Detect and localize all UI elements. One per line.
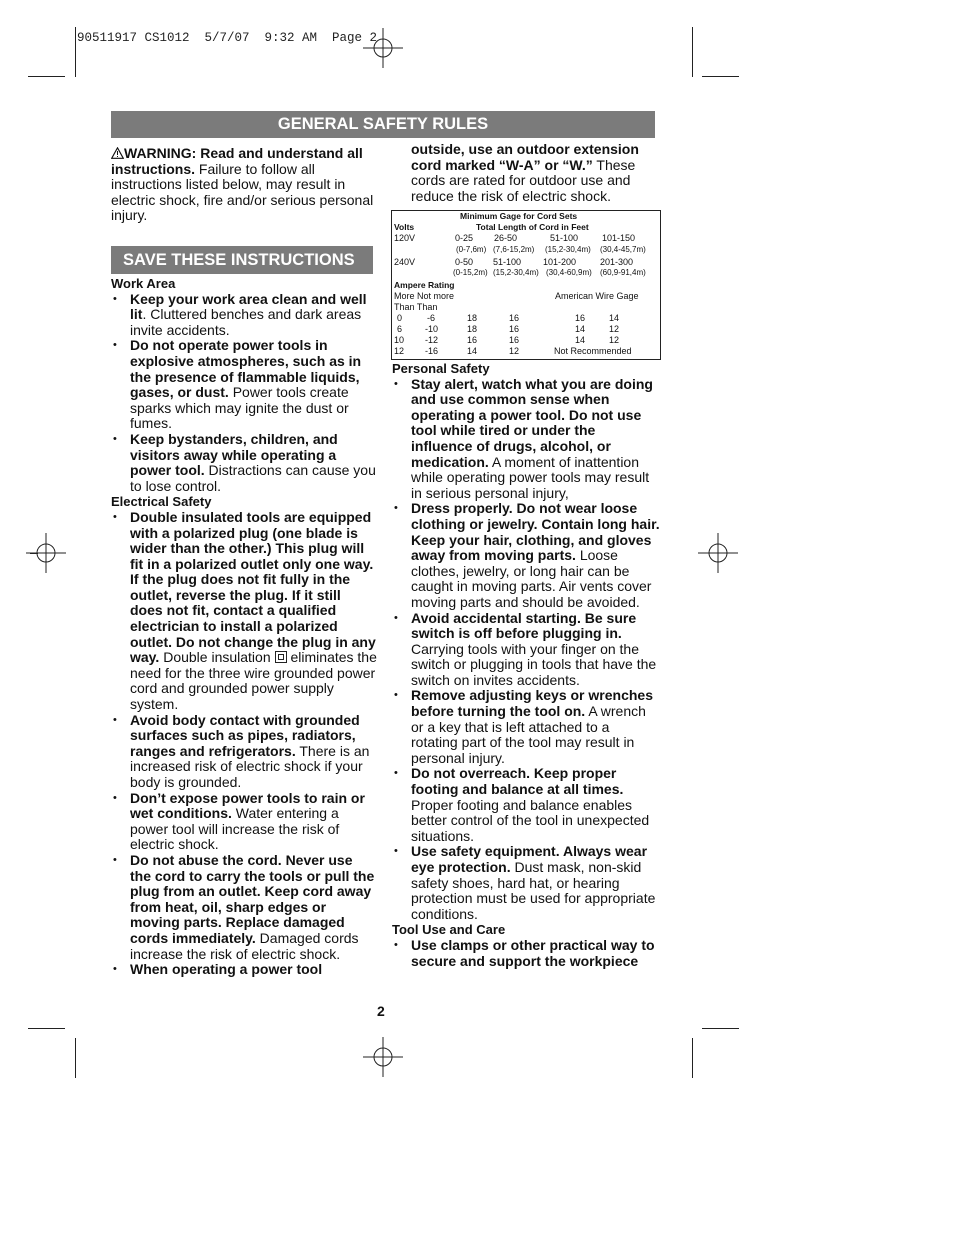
warning-bold: WARNING: Read and understand all instructions. bbox=[111, 145, 363, 177]
item-bold: Double insulated tools are equipped with a polarized plug (one blade is wider than the other.) This plug will fit in a polarized outlet only one way. If the plug does not fit fully in the outlet, reverse the plug. If it still does not fit, contact a qualified electrician to install a polarized outlet. Do not change the plug in any way. bbox=[130, 508, 376, 666]
item-text: Proper footing and balance enables better control of the tool in unexpected situations. bbox=[411, 796, 650, 844]
page-number: 2 bbox=[377, 1003, 385, 1019]
list-item bbox=[111, 510, 377, 713]
warning-triangle-icon bbox=[111, 147, 124, 159]
left-column-body bbox=[111, 276, 377, 978]
item-bold: Do not operate power tools in explosive atmospheres, such as in the presence of flammable liquids, gases, or dust. bbox=[130, 337, 362, 401]
table-cell: 51-100 bbox=[493, 257, 522, 267]
item-text: Dust mask, non-skid safety shoes, hard hat, or hearing protection must be used for appropriate conditions. bbox=[411, 859, 656, 922]
left-column bbox=[111, 146, 377, 224]
item-text: . Cluttered benches and dark areas invite accidents. bbox=[130, 306, 362, 338]
right-column-continuation bbox=[411, 142, 663, 204]
warning-text: Failure to follow all instructions listed below, may result in electric shock, fire and/or serious personal injury. bbox=[111, 160, 374, 224]
personal-safety-list bbox=[392, 377, 660, 923]
registration-mark-icon bbox=[363, 1037, 403, 1077]
item-text: A wrench or a key that is left attached to a rotating part of the tool may result in personal injury. bbox=[411, 703, 646, 766]
table-cell: 16 bbox=[467, 335, 478, 345]
page-heading: GENERAL SAFETY RULES bbox=[111, 111, 655, 138]
item-text: Loose clothes, jewelry, or long hair can be caught in moving parts. Air vents cover moving parts and should be avoided. bbox=[411, 547, 652, 610]
table-cell: 18 bbox=[467, 324, 478, 334]
list-item bbox=[111, 791, 377, 853]
table-cell: 120V bbox=[394, 233, 416, 243]
list-item bbox=[111, 432, 377, 494]
table-cell: 240V bbox=[394, 257, 416, 267]
list-item bbox=[111, 853, 377, 962]
crop-mark bbox=[75, 27, 76, 77]
list-item bbox=[392, 844, 660, 922]
table-cell: 0-50 bbox=[455, 257, 474, 267]
table-cell: (7,6-15,2m) bbox=[493, 245, 535, 254]
table-cell: 101-200 bbox=[543, 257, 577, 267]
double-insulation-icon bbox=[275, 651, 287, 663]
table-cell: (15,2-30,4m) bbox=[493, 268, 539, 277]
list-item bbox=[111, 338, 377, 432]
table-cell: 16 bbox=[509, 335, 520, 345]
table-cell: -10 bbox=[425, 324, 439, 334]
table-cell: 101-150 bbox=[602, 233, 636, 243]
table-cell: -16 bbox=[425, 346, 439, 356]
item-text: Double insulation bbox=[159, 649, 271, 666]
table-title: Minimum Gage for Cord Sets bbox=[460, 211, 578, 221]
item-bold: When operating a power tool bbox=[130, 961, 323, 978]
item-text: eliminates the need for the three wire grounded power cord and grounded power supply system. bbox=[130, 649, 377, 713]
crop-mark bbox=[28, 1028, 65, 1029]
table-cell: 16 bbox=[509, 313, 520, 323]
work-area-list bbox=[111, 292, 377, 495]
item-text: Distractions can cause you to lose control. bbox=[130, 462, 376, 494]
table-cell: 6 bbox=[397, 324, 403, 334]
item-text: A moment of inattention while operating power tools may result in serious personal injury, bbox=[411, 453, 650, 501]
item-bold: Use clamps or other practical way to secure and support the workpiece bbox=[411, 936, 655, 969]
table-cell: (60,9-91,4m) bbox=[600, 268, 646, 277]
table-cell: 12 bbox=[609, 335, 620, 345]
crop-mark bbox=[702, 1028, 739, 1029]
table-cell: 14 bbox=[575, 335, 586, 345]
volts-label: Volts bbox=[394, 222, 415, 232]
table-cell: 14 bbox=[609, 313, 620, 323]
list-item bbox=[392, 688, 660, 766]
crop-mark bbox=[702, 76, 739, 77]
crop-mark bbox=[75, 1038, 76, 1078]
length-label: Total Length of Cord in Feet bbox=[476, 222, 589, 232]
item-bold: Do not overreach. Keep proper footing and balance at all times. bbox=[411, 765, 624, 798]
item-text: There is an increased risk of electric shock if your body is grounded. bbox=[130, 742, 370, 790]
table-cell: (30,4-45,7m) bbox=[600, 245, 646, 254]
item-bold: Dress properly. Do not wear loose clothing or jewelry. Contain long hair. Keep your hair, clothing, and gloves away from moving parts. bbox=[411, 500, 660, 564]
more-not-more-label: More Not more bbox=[394, 291, 455, 301]
item-text: Damaged cords increase the risk of electric shock. bbox=[130, 929, 359, 962]
crop-mark bbox=[28, 76, 65, 77]
table-cell: (15,2-30,4m) bbox=[545, 245, 591, 254]
registration-mark-icon bbox=[363, 28, 403, 68]
list-item bbox=[392, 611, 660, 689]
work-area-heading: Work Area bbox=[111, 276, 176, 291]
item-bold: Remove adjusting keys or wrenches before turning the tool on. bbox=[411, 687, 653, 720]
item-bold: outside, use an outdoor extension cord marked “W-A” or “W.” bbox=[411, 141, 639, 173]
table-cell: 12 bbox=[394, 346, 405, 356]
item-bold: Stay alert, watch what you are doing and use common sense when operating a power tool. Do not use tool while tired or under the influence of drugs, alcohol, or medication. bbox=[411, 375, 653, 470]
right-column-body bbox=[392, 361, 660, 969]
table-cell: Not Recommended bbox=[554, 346, 632, 356]
table-cell: 14 bbox=[467, 346, 478, 356]
warning-paragraph bbox=[111, 146, 377, 224]
crop-mark bbox=[692, 27, 693, 77]
list-item bbox=[392, 766, 660, 844]
table-cell: 16 bbox=[575, 313, 586, 323]
item-bold: Keep bystanders, children, and visitors away while operating a power tool. bbox=[130, 430, 338, 479]
list-item bbox=[392, 938, 660, 969]
table-cell: 26-50 bbox=[494, 233, 518, 243]
item-bold: Do not abuse the cord. Never use the cord to carry the tools or pull the plug from an outlet. Keep cord away from heat, oil, sharp edges or moving parts. Replace damaged cords immediately. bbox=[130, 851, 375, 946]
registration-mark-icon bbox=[698, 533, 738, 573]
table-cell: (30,4-60,9m) bbox=[546, 268, 592, 277]
crop-mark bbox=[692, 1038, 693, 1078]
table-cell: -6 bbox=[427, 313, 436, 323]
item-bold: Use safety equipment. Always wear eye protection. bbox=[411, 843, 648, 875]
table-cell: -12 bbox=[425, 335, 439, 345]
electrical-safety-list bbox=[111, 510, 377, 978]
table-cell: 201-300 bbox=[600, 257, 634, 267]
item-text: Water entering a power tool will increase the risk of electric shock. bbox=[130, 805, 340, 853]
table-cell: 18 bbox=[467, 313, 478, 323]
table-cell: (0-15,2m) bbox=[453, 268, 488, 277]
table-cell: 51-100 bbox=[550, 233, 579, 243]
tool-use-list bbox=[392, 938, 660, 969]
cord-gage-table bbox=[391, 210, 661, 360]
table-cell: 12 bbox=[609, 324, 620, 334]
printer-slug: 90511917 CS1012 5/7/07 9:32 AM Page 2 bbox=[77, 31, 378, 45]
table-cell: 0 bbox=[397, 313, 403, 323]
tool-use-heading: Tool Use and Care bbox=[392, 922, 506, 938]
list-item bbox=[392, 377, 660, 502]
item-text: Power tools create sparks which may ignite the dust or fumes. bbox=[130, 384, 349, 432]
crop-mark bbox=[30, 553, 38, 554]
personal-safety-heading: Personal Safety bbox=[392, 361, 490, 376]
table-cell: 14 bbox=[575, 324, 586, 334]
table-cell: 16 bbox=[509, 324, 520, 334]
table-cell: 10 bbox=[394, 335, 405, 345]
item-bold: Avoid body contact with grounded surfaces such as pipes, radiators, ranges and refrigerators. bbox=[130, 711, 360, 759]
awg-label: American Wire Gage bbox=[555, 291, 639, 301]
item-bold: Avoid accidental starting. Be sure switch is off before plugging in. bbox=[411, 609, 637, 642]
item-text: These cords are rated for outdoor use and reduce the risk of electric shock. bbox=[411, 156, 636, 204]
than-than-label: Than Than bbox=[394, 302, 438, 312]
table-cell: 0-25 bbox=[455, 233, 474, 243]
table-cell: (0-7,6m) bbox=[456, 245, 487, 254]
item-bold: Keep your work area clean and well lit bbox=[130, 290, 367, 323]
list-item bbox=[111, 713, 377, 791]
table-cell: 12 bbox=[509, 346, 520, 356]
electrical-safety-heading: Electrical Safety bbox=[111, 494, 212, 510]
save-instructions-heading: SAVE THESE INSTRUCTIONS bbox=[111, 246, 373, 274]
list-item bbox=[111, 292, 377, 339]
ampere-label: Ampere Rating bbox=[394, 280, 455, 290]
item-bold: Don’t expose power tools to rain or wet conditions. bbox=[130, 789, 365, 822]
list-item bbox=[392, 501, 660, 610]
item-text: Carrying tools with your finger on the switch or plugging in tools that have the switch on invites accidents. bbox=[411, 640, 657, 688]
list-item bbox=[111, 962, 377, 978]
continued-paragraph bbox=[411, 142, 663, 204]
